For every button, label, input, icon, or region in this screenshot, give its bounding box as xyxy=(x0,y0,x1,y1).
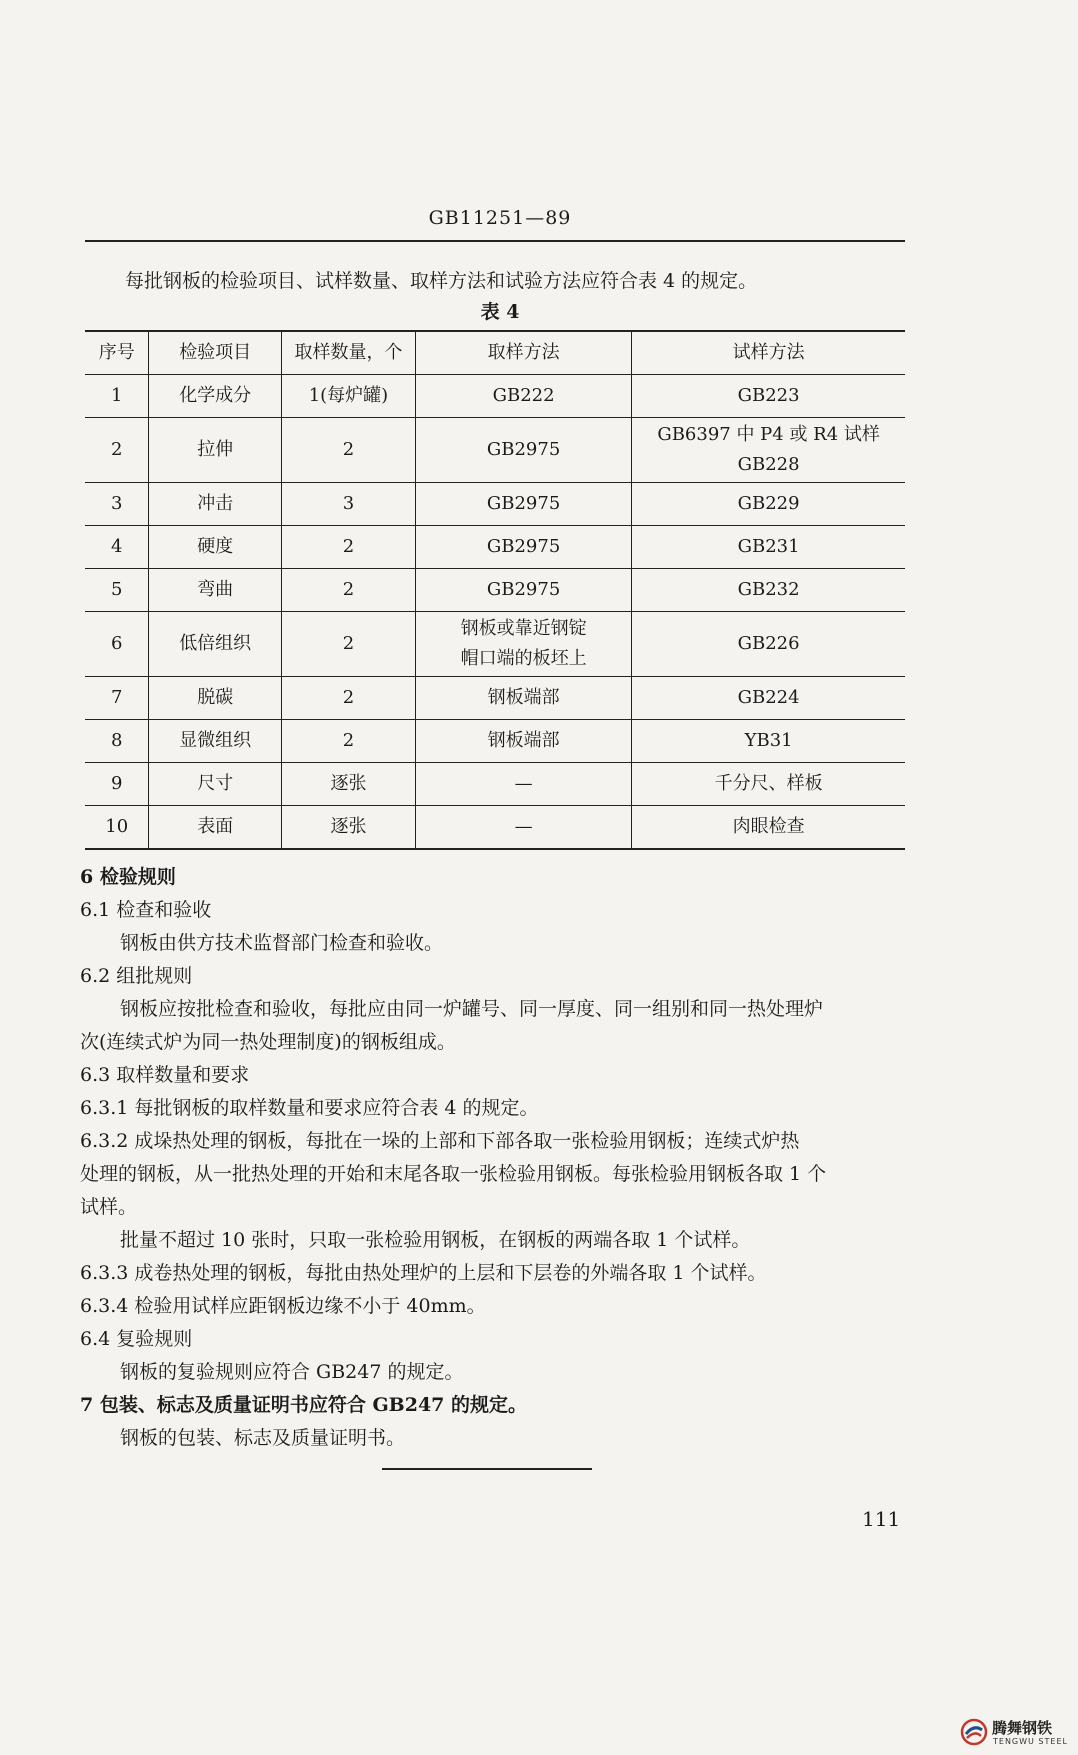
table-row xyxy=(85,763,905,806)
table-row xyxy=(85,375,905,418)
table-row xyxy=(85,612,905,677)
section-6-3-4: 6.3.4 检验用试样应距钢板边缘不小于 40mm。 xyxy=(80,1295,486,1317)
cell-qty: 2 xyxy=(281,418,415,483)
section-6-4-text: 钢板的复验规则应符合 GB247 的规定。 xyxy=(120,1361,464,1383)
cell-sampling: 钢板端部 xyxy=(415,677,631,720)
header-sampling: 取样方法 xyxy=(415,331,631,375)
section-6-3-2-cont: 处理的钢板，从一批热处理的开始和末尾各取一张检验用钢板。每张检验用钢板各取 1 个 xyxy=(80,1163,827,1185)
cell-item: 脱碳 xyxy=(149,677,282,720)
cell-sampling: — xyxy=(415,806,631,850)
cell-test: GB232 xyxy=(632,569,905,612)
cell-test: YB31 xyxy=(632,720,905,763)
section-7-text: 钢板的包装、标志及质量证明书。 xyxy=(120,1427,406,1449)
header-test: 试样方法 xyxy=(632,331,905,375)
cell-no: 7 xyxy=(85,677,149,720)
cell-qty: 2 xyxy=(281,569,415,612)
cell-test xyxy=(632,418,905,483)
section-6-4-title: 6.4 复验规则 xyxy=(80,1328,193,1350)
cell-sampling: GB222 xyxy=(415,375,631,418)
section-7-title: 7 包装、标志及质量证明书应符合 GB247 的规定。 xyxy=(80,1394,528,1416)
table-title: 表 4 xyxy=(480,301,520,323)
section-6-2-text-cont: 次(连续式炉为同一热处理制度)的钢板组成。 xyxy=(80,1031,456,1053)
cell-item: 冲击 xyxy=(149,483,282,526)
cell-no: 4 xyxy=(85,526,149,569)
header-no: 序号 xyxy=(85,331,149,375)
cell-test: GB224 xyxy=(632,677,905,720)
cell-item: 低倍组织 xyxy=(149,612,282,677)
cell-sampling: — xyxy=(415,763,631,806)
cell-sampling: 钢板端部 xyxy=(415,720,631,763)
section-6-3-2-note: 批量不超过 10 张时，只取一张检验用钢板，在钢板的两端各取 1 个试样。 xyxy=(120,1229,751,1251)
standard-code: GB11251—89 xyxy=(428,207,572,229)
cell-sampling: GB2975 xyxy=(415,418,631,483)
watermark-logo xyxy=(960,1716,1072,1750)
cell-qty: 2 xyxy=(281,612,415,677)
section-6-2-title: 6.2 组批规则 xyxy=(80,965,193,987)
header-rule xyxy=(85,240,905,242)
cell-sampling-line: 帽口端的板坯上 xyxy=(460,648,587,669)
cell-sampling-line: 钢板或靠近钢锭 xyxy=(460,618,587,639)
cell-test-line: GB6397 中 P4 或 R4 试样 xyxy=(657,424,880,445)
cell-qty: 2 xyxy=(281,720,415,763)
cell-test: 千分尺、样板 xyxy=(632,763,905,806)
cell-no: 10 xyxy=(85,806,149,850)
table-row xyxy=(85,806,905,850)
cell-item: 硬度 xyxy=(149,526,282,569)
cell-qty: 逐张 xyxy=(281,763,415,806)
header-item: 检验项目 xyxy=(149,331,282,375)
cell-sampling: GB2975 xyxy=(415,483,631,526)
table-row xyxy=(85,418,905,483)
watermark-text-en: TENGWU STEEL xyxy=(993,1737,1068,1746)
section-6-3-2: 6.3.2 成垛热处理的钢板，每批在一垛的上部和下部各取一张检验用钢板；连续式炉热 xyxy=(80,1130,800,1152)
section-6-3-3: 6.3.3 成卷热处理的钢板，每批由热处理炉的上层和下层卷的外端各取 1 个试样。 xyxy=(80,1262,767,1284)
cell-no: 2 xyxy=(85,418,149,483)
header-qty: 取样数量，个 xyxy=(281,331,415,375)
section-6-3-title: 6.3 取样数量和要求 xyxy=(80,1064,250,1086)
cell-no: 8 xyxy=(85,720,149,763)
table-row xyxy=(85,569,905,612)
cell-test: GB229 xyxy=(632,483,905,526)
cell-sampling xyxy=(415,612,631,677)
cell-no: 5 xyxy=(85,569,149,612)
cell-item: 拉伸 xyxy=(149,418,282,483)
section-6-title: 6 检验规则 xyxy=(80,866,176,888)
cell-item: 尺寸 xyxy=(149,763,282,806)
cell-test: GB226 xyxy=(632,612,905,677)
cell-test: 肉眼检查 xyxy=(632,806,905,850)
page-number: 111 xyxy=(862,1507,901,1531)
section-6-2-text: 钢板应按批检查和验收，每批应由同一炉罐号、同一厚度、同一组别和同一热处理炉 xyxy=(120,998,824,1020)
cell-item: 显微组织 xyxy=(149,720,282,763)
cell-qty: 2 xyxy=(281,526,415,569)
cell-no: 6 xyxy=(85,612,149,677)
table-header-row xyxy=(85,331,905,375)
table-row xyxy=(85,677,905,720)
cell-sampling: GB2975 xyxy=(415,526,631,569)
watermark-text-cn: 腾舞钢铁 xyxy=(992,1719,1053,1737)
cell-sampling: GB2975 xyxy=(415,569,631,612)
cell-item: 弯曲 xyxy=(149,569,282,612)
table-row xyxy=(85,720,905,763)
cell-item: 表面 xyxy=(149,806,282,850)
cell-no: 1 xyxy=(85,375,149,418)
cell-no: 9 xyxy=(85,763,149,806)
cell-no: 3 xyxy=(85,483,149,526)
tengwu-logo-icon xyxy=(960,1718,988,1746)
cell-qty: 1(每炉罐) xyxy=(281,375,415,418)
cell-qty: 逐张 xyxy=(281,806,415,850)
section-6-3-1: 6.3.1 每批钢板的取样数量和要求应符合表 4 的规定。 xyxy=(80,1097,539,1119)
table-row xyxy=(85,483,905,526)
intro-paragraph: 每批钢板的检验项目、试样数量、取样方法和试验方法应符合表 4 的规定。 xyxy=(125,270,758,292)
footer-rule xyxy=(382,1468,592,1470)
table-row xyxy=(85,526,905,569)
cell-test-line: GB228 xyxy=(737,454,800,475)
section-6-1-title: 6.1 检查和验收 xyxy=(80,899,212,921)
section-6-1-text: 钢板由供方技术监督部门检查和验收。 xyxy=(120,932,444,954)
section-6-3-2-end: 试样。 xyxy=(80,1196,138,1218)
cell-item: 化学成分 xyxy=(149,375,282,418)
cell-test: GB223 xyxy=(632,375,905,418)
cell-qty: 3 xyxy=(281,483,415,526)
inspection-table xyxy=(85,330,905,850)
cell-test: GB231 xyxy=(632,526,905,569)
cell-qty: 2 xyxy=(281,677,415,720)
